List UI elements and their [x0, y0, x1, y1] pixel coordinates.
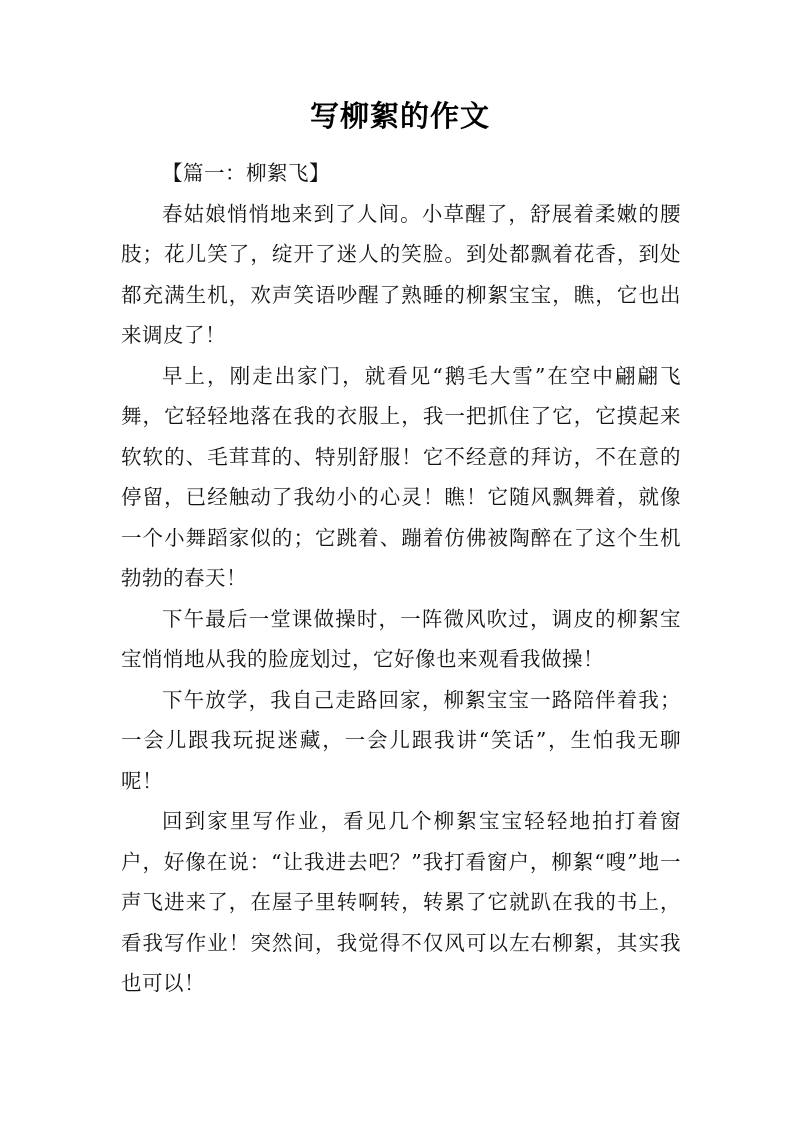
paragraph-5: 回到家里写作业，看见几个柳絮宝宝轻轻地拍打着窗户，好像在说：“让我进去吧？”我打看窗户，柳絮“嗖”地一声飞进来了，在屋子里转啊转，转累了它就趴在我的书上，看我写作业！突然间，我觉得不仅风可以左右柳絮，其实我也可以！: [121, 809, 681, 995]
paragraph-3: 下午最后一堂课做操时，一阵微风吹过，调皮的柳絮宝宝悄悄地从我的脸庞划过，它好像也来观看我做操！: [121, 606, 681, 671]
paragraph-4: 下午放学，我自己走路回家，柳絮宝宝一路陪伴着我；一会儿跟我玩捉迷藏，一会儿跟我讲“笑话”，生怕我无聊呢！: [121, 687, 681, 793]
document-title: 写柳絮的作文: [309, 99, 490, 133]
paragraph-1: 春姑娘悄悄地来到了人间。小草醒了，舒展着柔嫩的腰肢；花儿笑了，绽开了迷人的笑脸。到处都飘着花香，到处都充满生机，欢声笑语吵醒了熟睡的柳絮宝宝，瞧，它也出来调皮了！: [121, 201, 681, 347]
section-heading: 【篇一：柳絮飞】: [162, 161, 330, 185]
document-body: [121, 153, 681, 1004]
paragraph-2: 早上，刚走出家门，就看见“鹅毛大雪”在空中翩翩飞舞，它轻轻地落在我的衣服上，我一把抓住了它，它摸起来软软的、毛茸茸的、特别舒服！它不经意的拜访，不在意的停留，已经触动了我幼小的心灵！瞧！它随风飘舞着，就像一个小舞蹈家似的；它跳着、蹦着仿佛被陶醉在了这个生机勃勃的春天！: [121, 363, 681, 590]
